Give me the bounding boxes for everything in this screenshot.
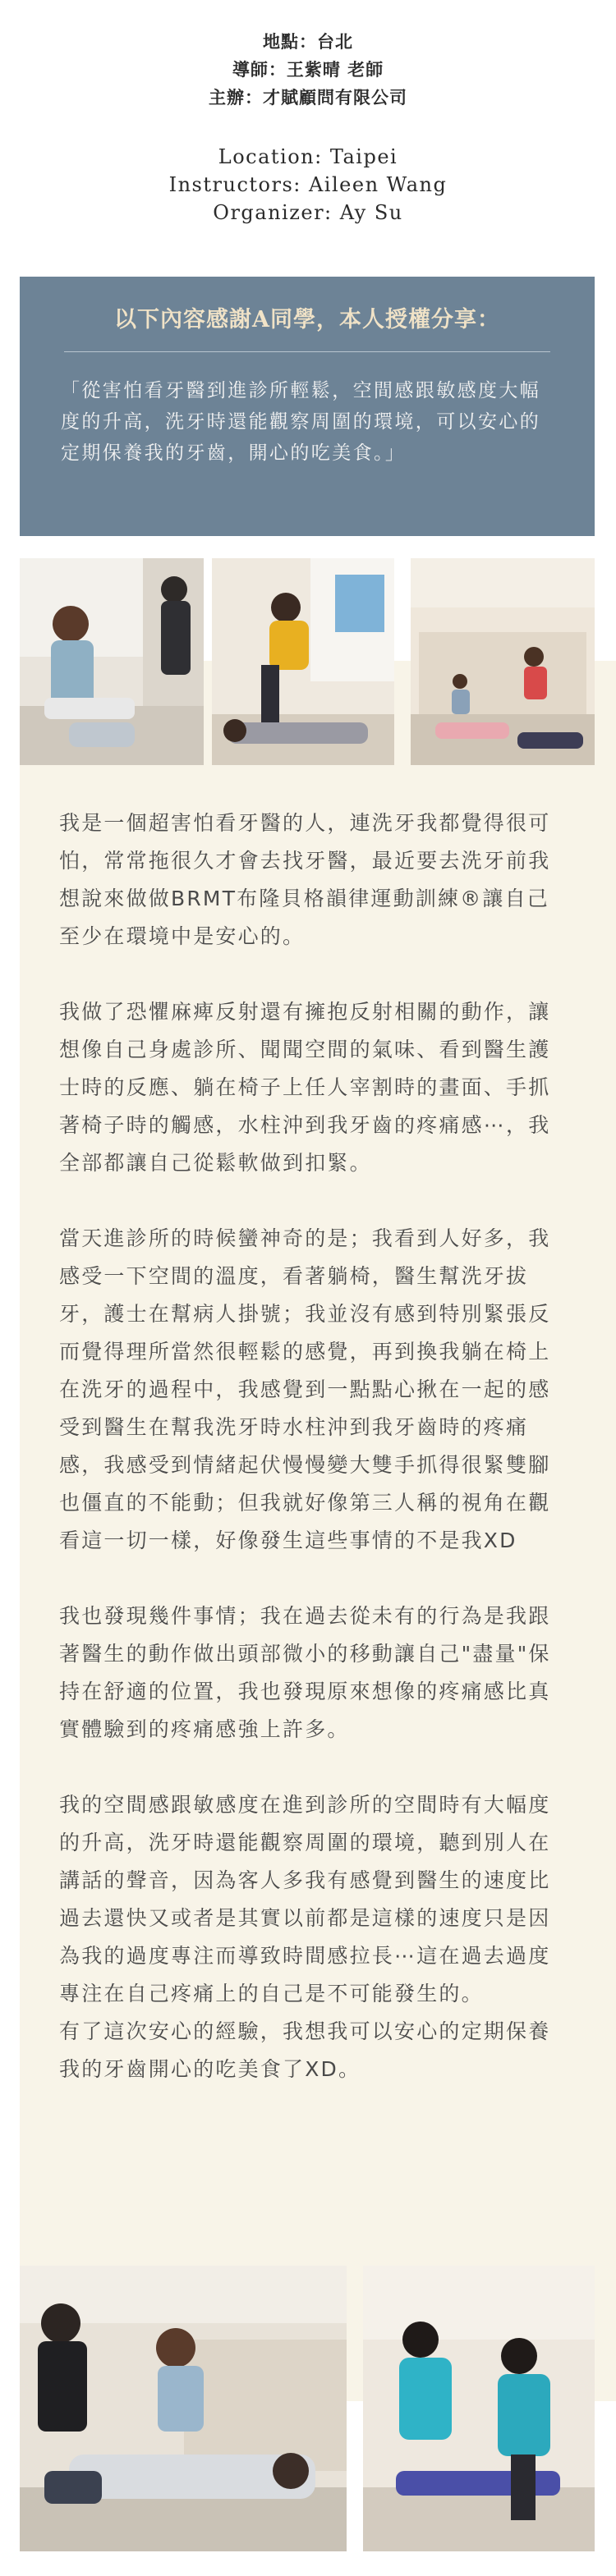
divider (64, 351, 550, 352)
instructor-en: Instructors: Aileen Wang (168, 173, 448, 196)
article-paragraph: 當天進診所的時候蠻神奇的是；我看到人好多，我感受一下空間的溫度，看著躺椅，醫生幫洗牙拔牙，護士在幫病人掛號；我並沒有感到特別緊張反而覺得理所當然很輕鬆的感覺，再到換我躺在椅上在洗牙的過程中，我感覺到一點點心揪在一起的感受到醫生在幫我洗牙時水柱沖到我牙齒時的疼痛感，我感受到情緒起伏慢慢變大雙手抓得很緊雙腳也僵直的不能動；但我就好像第三人稱的視角在觀看這一切一樣，好像發生這些事情的不是我XD (59, 1226, 551, 1552)
class-photo-3 (411, 558, 595, 765)
location-en: Location: Taipei (218, 145, 398, 168)
class-photo-1 (20, 558, 204, 765)
class-photo-2 (212, 558, 394, 765)
location-zh: 地點：台北 (263, 31, 353, 52)
organizer-zh: 主辦：才賦顧問有限公司 (209, 87, 407, 108)
class-photo-4 (20, 2266, 347, 2551)
testimonial-article (59, 804, 555, 2088)
article-paragraph: 我做了恐懼麻痺反射還有擁抱反射相關的動作，讓想像自己身處診所、聞聞空間的氣味、看到醫生護士時的反應、躺在椅子上任人宰割時的畫面、手抓著椅子時的觸感，水柱沖到我牙齒的疼痛感⋯，我全部都讓自己從鬆軟做到扣緊。 (59, 1000, 551, 1175)
event-info-zh (0, 28, 616, 112)
organizer-en: Organizer: Ay Su (213, 201, 403, 224)
article-paragraph: 我的空間感跟敏感度在進到診所的空間時有大幅度的升高，洗牙時還能觀察周圍的環境，聽到別人在講話的聲音，因為客人多我有感覺到醫生的速度比過去還快又或者是其實以前都是這樣的速度只是因為我的過度專注而導致時間感拉長⋯這在過去過度專注在自己疼痛上的自己是不可能發生的。 (59, 1793, 551, 2005)
instructor-zh: 導師：王紫晴 老師 (232, 59, 384, 80)
testimonial-box (20, 277, 595, 536)
article-paragraph: 有了這次安心的經驗，我想我可以安心的定期保養我的牙齒開心的吃美食了XD。 (59, 2019, 551, 2081)
article-paragraph: 我也發現幾件事情；我在過去從未有的行為是我跟著醫生的動作做出頭部微小的移動讓自己"盡量"保持在舒適的位置，我也發現原來想像的疼痛感比真實體驗到的疼痛感強上許多。 (59, 1604, 551, 1741)
testimonial-title: 以下內容感謝A同學，本人授權分享： (114, 307, 500, 332)
class-photo-5 (363, 2266, 595, 2551)
testimonial-quote: 「從害怕看牙醫到進診所輕鬆，空間感跟敏感度大幅度的升高，洗牙時還能觀察周圍的環境，可以安心的定期保養我的牙齒，開心的吃美食。」 (61, 380, 541, 464)
article-paragraph: 我是一個超害怕看牙醫的人，連洗牙我都覺得很可怕，常常拖很久才會去找牙醫，最近要去洗牙前我想說來做做BRMT布隆貝格韻律運動訓練®讓自己至少在環境中是安心的。 (59, 811, 551, 948)
event-info-en (0, 143, 616, 227)
